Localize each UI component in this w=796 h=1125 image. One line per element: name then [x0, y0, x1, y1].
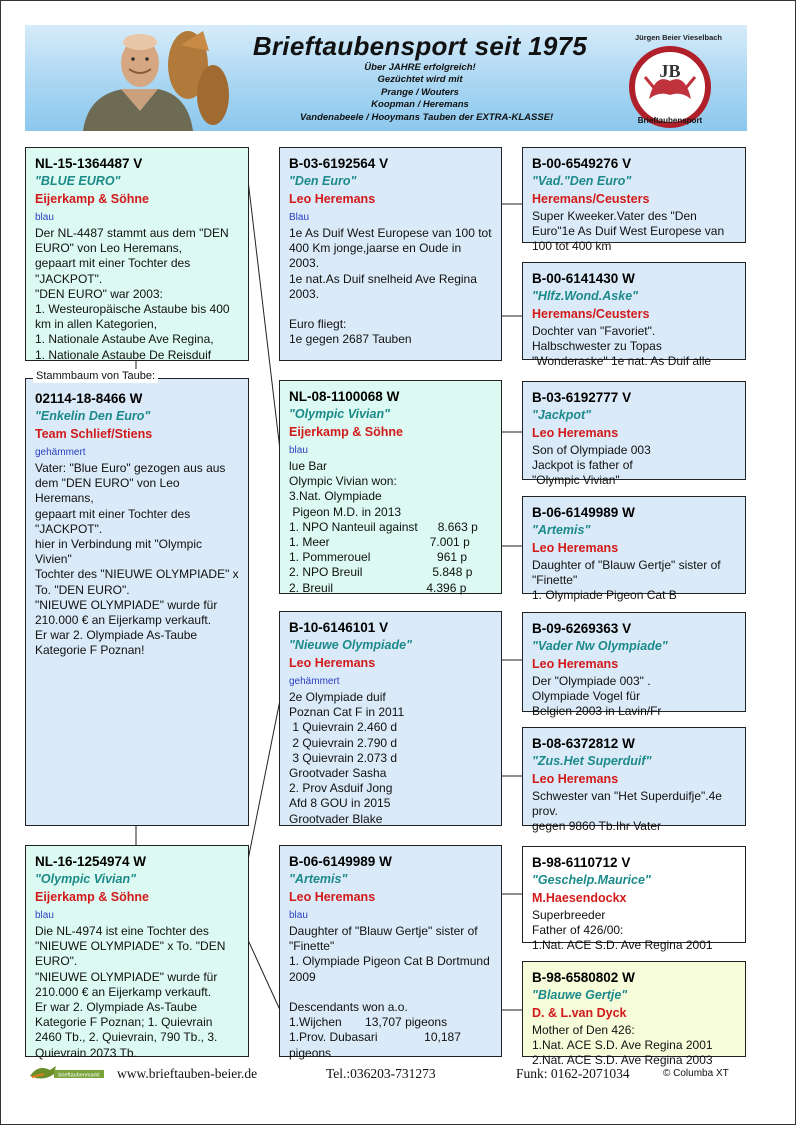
pigeon-name: "Artemis" — [289, 872, 348, 886]
ring-number: B-00-6549276 V — [532, 156, 632, 171]
mother-card[interactable] — [25, 845, 249, 1060]
ring-number: NL-16-1254974 W — [35, 854, 147, 869]
pedigree-label: Stammbaum von Taube: — [33, 369, 158, 383]
pigeon-description: Die NL-4974 ist eine Tochter des "NIEUWE OLYMPIADE" x To. "DEN EURO". "NIEUWE OLYMPIADE" wurde für 210.000 € an Eijerkamp verkauft. Er war 2. Olympiade As-Taube Kategorie F Poznan; 1. Quievrain 2460 Tb., 2. Quievrain, 790 Tb., 3. Quievrain 2073 Tb. — [35, 924, 226, 1060]
ring-number: B-10-6146101 V — [289, 620, 389, 635]
pigeon-name: "Blauwe Gertje" — [532, 988, 628, 1002]
ring-number: B-09-6269363 V — [532, 621, 632, 636]
logo-owner-name: Jürgen Beier Vieselbach — [635, 33, 722, 42]
banner-line: Gezüchtet wird mit — [377, 74, 463, 86]
breeder-name: M.Haesendockx — [532, 891, 627, 905]
pigeon-color: blau — [35, 910, 54, 921]
ring-number: B-03-6192564 V — [289, 156, 389, 171]
ancestor-card[interactable] — [522, 961, 746, 1068]
breeder-name: Eijerkamp & Söhne — [289, 425, 403, 439]
ancestor-card[interactable] — [522, 727, 746, 834]
pigeon-description: Schwester van "Het Superduifje".4e prov. gegen 9860 Tb.Ihr Vater — [532, 789, 722, 834]
website-link[interactable]: www.brieftauben-beier.de — [117, 1066, 258, 1081]
breeder-name: Leo Heremans — [532, 772, 619, 786]
banner-title: Brieftaubensport seit 1975 — [252, 31, 588, 61]
ring-number: B-08-6372812 W — [532, 736, 635, 751]
logo-initials: JB — [659, 61, 681, 81]
ring-number: 02114-18-8466 W — [35, 391, 143, 406]
pigeon-name: "Den Euro" — [289, 174, 357, 188]
ancestor-card[interactable] — [522, 846, 746, 953]
banner-line: Prange / Wouters — [381, 86, 459, 98]
banner-line: Vandenabeele / Hooymans Tauben der EXTRA-KLASSE! — [300, 111, 554, 123]
ancestor-card[interactable] — [522, 147, 746, 254]
ring-number: B-06-6149989 W — [289, 854, 392, 869]
pigeon-description: Dochter van "Favoriet". Halbschwester zu Topas "Wonderaske" 1e nat. As Duif alle — [532, 324, 712, 369]
granddam-maternal-card[interactable] — [279, 845, 502, 1060]
breeder-name: Eijerkamp & Söhne — [35, 890, 149, 904]
pigeon-name: "Zus.Het Superduif" — [532, 754, 652, 768]
ancestor-card[interactable] — [522, 262, 746, 369]
pigeon-color: gehämmert — [289, 676, 340, 687]
pigeon-description: Daughter of "Blauw Gertje" sister of "Finette" 1. Olympiade Pigeon Cat B Dortmund 2009 Descendants won a.o. 1.Wijchen 13,707 pigeons 1.Prov. Dubasari 10,187 pigeons — [289, 924, 490, 1060]
pigeon-description: Vater: "Blue Euro" gezogen aus aus dem "DEN EURO" von Leo Heremans, gepaart mit einer Tochter des "JACKPOT". hier in Verbindung mit "Olympic Vivien" Tochter des "NIEUWE OLYMPIADE" x To. "DEN EURO". "NIEUWE OLYMPIADE" wurde für 210.000 € an Eijerkamp verkauft. Er war 2. Olympiade As-Taube Kategorie F Poznan! — [35, 461, 239, 658]
breeder-name: Leo Heremans — [289, 656, 376, 670]
pigeon-name: "Nieuwe Olympiade" — [289, 638, 412, 652]
pigeon-description: lue Bar Olympic Vivian won: 3.Nat. Olympiade Pigeon M.D. in 2013 1. NPO Nanteuil against 8.663 p 1. Meer 7.001 p 1. Pommerouel 961 p 2. NPO Breuil 5.848 p 2. Breuil 4.396 p — [289, 459, 478, 595]
ring-number: NL-15-1364487 V — [35, 156, 143, 171]
banner-line: Koopman / Heremans — [371, 99, 469, 111]
pigeon-name: "Hlfz.Wond.Aske" — [532, 289, 639, 303]
pigeon-description: Mother of Den 426: 1.Nat. ACE S.D. Ave Regina 2001 2.Nat. ACE S.D. Ave Regina 2003 — [532, 1023, 713, 1068]
mobile-number: Funk: 0162-2071034 — [516, 1066, 630, 1081]
pigeon-description: Daughter of "Blauw Gertje" sister of "Finette" 1. Olympiade Pigeon Cat B — [532, 558, 721, 603]
banner-line: Über JAHRE erfolgreich! — [364, 62, 476, 73]
pigeon-description: Der "Olympiade 003" . Olympiade Vogel für Belgien 2003 in Lavin/Fr — [532, 674, 662, 719]
pigeon-name: "Vader Nw Olympiade" — [532, 639, 668, 653]
ring-number: B-03-6192777 V — [532, 390, 632, 405]
copyright: © Columba XT — [663, 1068, 729, 1079]
breeder-name: Leo Heremans — [289, 192, 376, 206]
ring-number: B-00-6141430 W — [532, 271, 635, 286]
breeder-name: Heremans/Ceusters — [532, 307, 650, 321]
pigeon-description: Son of Olympiade 003 Jackpot is father of "Olympic Vivian" — [532, 443, 651, 488]
pigeon-description: Super Kweeker.Vater des "Den Euro"1e As Duif West Europese van 100 tot 400 km — [532, 209, 728, 254]
breeder-name: Team Schlief/Stiens — [35, 427, 153, 441]
pigeon-color: gehämmert — [35, 447, 86, 458]
pigeon-description: Der NL-4487 stammt aus dem "DEN EURO" von Leo Heremans, gepaart mit einer Tochter des "JACKPOT". "DEN EURO" war 2003: 1. Westeuropäische Astaube bis 400 km in allen Kategorien, 1. Nationale Astaube Ave Regina, 1. Nationale Astaube De Reisduif — [35, 226, 230, 362]
grandsire-maternal-card[interactable] — [279, 611, 502, 826]
pigeon-color: blau — [289, 910, 308, 921]
grandsire-paternal-card[interactable] — [279, 147, 502, 361]
logo-caption: Brieftaubensport — [637, 116, 703, 125]
ring-number: B-06-6149989 W — [532, 505, 635, 520]
pigeon-name: "BLUE EURO" — [35, 174, 121, 188]
ancestor-card[interactable] — [522, 496, 746, 603]
ring-number: B-98-6110712 V — [532, 855, 631, 870]
breeder-name: Leo Heremans — [289, 890, 376, 904]
brieftaubenmarkt-logo[interactable] — [28, 1062, 106, 1084]
breeder-name: Eijerkamp & Söhne — [35, 192, 149, 206]
ring-number: B-98-6580802 W — [532, 970, 635, 985]
pigeon-color: blau — [289, 445, 308, 456]
father-card[interactable] — [25, 147, 249, 361]
ring-number: NL-08-1100068 W — [289, 389, 400, 404]
granddam-paternal-card[interactable] — [279, 380, 502, 594]
breeder-name: Leo Heremans — [532, 657, 619, 671]
pigeon-name: "Enkelin Den Euro" — [35, 409, 151, 423]
pigeon-name: "Olympic Vivian" — [289, 407, 391, 421]
pigeon-name: "Jackpot" — [532, 408, 592, 422]
pigeon-name: "Vad."Den Euro" — [532, 174, 632, 188]
breeder-name: Leo Heremans — [532, 426, 619, 440]
footer-logo-text: brieftaubenmarkt — [58, 1072, 100, 1079]
ancestor-card[interactable] — [522, 381, 746, 488]
pigeon-description: 2e Olympiade duif Poznan Cat F in 2011 1 Quievrain 2.460 d 2 Quievrain 2.790 d 3 Quievrain 2.073 d Grootvader Sasha 2. Prov Asduif Jong Afd 8 GOU in 2015 Grootvader Blake — [289, 690, 405, 826]
pigeon-name: "Geschelp.Maurice" — [532, 873, 651, 887]
pigeon-color: blau — [35, 212, 54, 223]
pigeon-color: Blau — [289, 212, 310, 223]
phone-number: Tel.:036203-731273 — [326, 1066, 436, 1081]
breeder-name: Leo Heremans — [532, 541, 619, 555]
breeder-name: D. & L.van Dyck — [532, 1006, 627, 1020]
breeder-name: Heremans/Ceusters — [532, 192, 650, 206]
ancestor-card[interactable] — [522, 612, 746, 719]
pigeon-description: 1e As Duif West Europese van 100 tot 400 Km jonge,jaarse en Oude in 2003. 1e nat.As Duif snelheid Ave Regina 2003. Euro fliegt: 1e gegen 2687 Tauben — [289, 226, 492, 347]
pigeon-name: "Artemis" — [532, 523, 591, 537]
pigeon-name: "Olympic Vivian" — [35, 872, 137, 886]
pigeon-description: Superbreeder Father of 426/00: 1.Nat. ACE S.D. Ave Regina 2001 — [532, 908, 713, 953]
subject-card[interactable] — [25, 378, 249, 826]
